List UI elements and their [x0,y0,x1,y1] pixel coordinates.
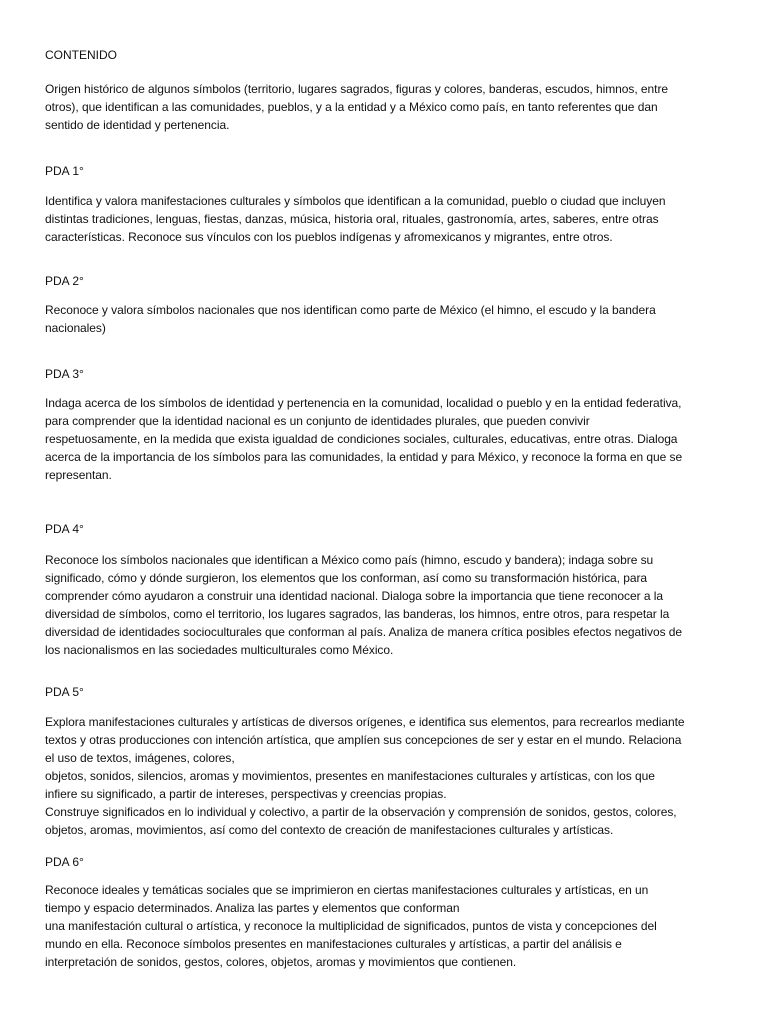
paragraph-line: diversidad de identidades socioculturales que conforman al país. Analiza de manera crítica posibles efectos negativos de [45,625,683,639]
paragraph-line: características. Reconoce sus vínculos con los pueblos indígenas y afromexicanos y migrantes, entre otros. [45,230,613,244]
paragraph-line: tiempo y espacio determinados. Analiza las partes y elementos que conforman [45,901,460,915]
pda-5-heading: PDA 5° [45,685,84,699]
paragraph-line: diversidad de símbolos, como el territorio, los lugares sagrados, las banderas, los himnos, entre otros, para respetar la [45,607,670,621]
paragraph-line: comprender cómo ayudaron a construir una identidad nacional. Dialoga sobre la importancia que tiene reconocer a la [45,589,664,603]
pda-4-heading: PDA 4° [45,522,84,536]
pda-1-paragraph [45,192,725,246]
paragraph-line: Origen histórico de algunos símbolos (territorio, lugares sagrados, figuras y colores, banderas, escudos, himnos, entre [45,82,669,96]
paragraph-line: nacionales) [45,321,106,335]
pda-1-heading: PDA 1° [45,164,84,178]
paragraph-line: objetos, aromas, movimientos, así como del contexto de creación de manifestaciones culturales y artísticas. [45,823,614,837]
paragraph-line: otros), que identifican a las comunidades, pueblos, y a la entidad y a México como país, en tanto referentes que dan [45,100,658,114]
pda-4-paragraph [45,551,725,659]
paragraph-line: representan. [45,468,112,482]
paragraph-line: sentido de identidad y pertenencia. [45,118,230,132]
paragraph-line: Reconoce ideales y temáticas sociales que se imprimieron en ciertas manifestaciones culturales y artísticas, en un [45,883,649,897]
contenido-paragraph [45,80,725,134]
pda-6-paragraph [45,881,725,971]
pda-2-heading: PDA 2° [45,274,84,288]
paragraph-line: Reconoce y valora símbolos nacionales que nos identifican como parte de México (el himno, el escudo y la bandera [45,303,656,317]
pda-5-paragraph [45,713,725,839]
paragraph-line: textos y otras producciones con intención artística, que amplíen sus concepciones de ser y estar en el mundo. Relaciona [45,733,682,747]
paragraph-line: para comprender que la identidad nacional es un conjunto de identidades plurales, que pueden convivir [45,414,590,428]
paragraph-line: los nacionalismos en las sociedades multiculturales como México. [45,643,394,657]
paragraph-line: el uso de textos, imágenes, colores, [45,751,235,765]
pda-2-paragraph [45,301,725,337]
pda-6-heading: PDA 6° [45,855,84,869]
paragraph-line: infiere su significado, a partir de intereses, perspectivas y creencias propias. [45,787,447,801]
paragraph-line: Reconoce los símbolos nacionales que identifican a México como país (himno, escudo y bandera); indaga sobre su [45,553,654,567]
paragraph-line: una manifestación cultural o artística, y reconoce la multiplicidad de significados, puntos de vista y concepciones del [45,919,657,933]
paragraph-line: acerca de la importancia de los símbolos para las comunidades, la entidad y para México, y reconoce la forma en que se [45,450,683,464]
paragraph-line: interpretación de sonidos, gestos, colores, objetos, aromas y movimientos que contienen. [45,955,517,969]
paragraph-line: Indaga acerca de los símbolos de identidad y pertenencia en la comunidad, localidad o pueblo y en la entidad federativa, [45,396,682,410]
paragraph-line: Identifica y valora manifestaciones culturales y símbolos que identifican a la comunidad, pueblo o ciudad que incluyen [45,194,666,208]
paragraph-line: distintas tradiciones, lenguas, fiestas, danzas, música, historia oral, rituales, gastronomía, artes, saberes, entre otras [45,212,659,226]
contenido-heading: CONTENIDO [45,48,117,62]
paragraph-line: mundo en ella. Reconoce símbolos presentes en manifestaciones culturales y artísticas, a partir del análisis e [45,937,622,951]
paragraph-line: objetos, sonidos, silencios, aromas y movimientos, presentes en manifestaciones culturales y artísticas, con los que [45,769,655,783]
pda-3-paragraph [45,394,725,484]
paragraph-line: significado, cómo y dónde surgieron, los elementos que los conforman, así como su transformación histórica, para [45,571,648,585]
pda-3-heading: PDA 3° [45,367,84,381]
paragraph-line: Construye significados en lo individual y colectivo, a partir de la observación y comprensión de sonidos, gestos, colores, [45,805,677,819]
paragraph-line: respetuosamente, en la medida que exista igualdad de condiciones sociales, culturales, educativas, entre otras. Dialoga [45,432,678,446]
paragraph-line: Explora manifestaciones culturales y artísticas de diversos orígenes, e identifica sus elementos, para recrearlos mediante [45,715,685,729]
